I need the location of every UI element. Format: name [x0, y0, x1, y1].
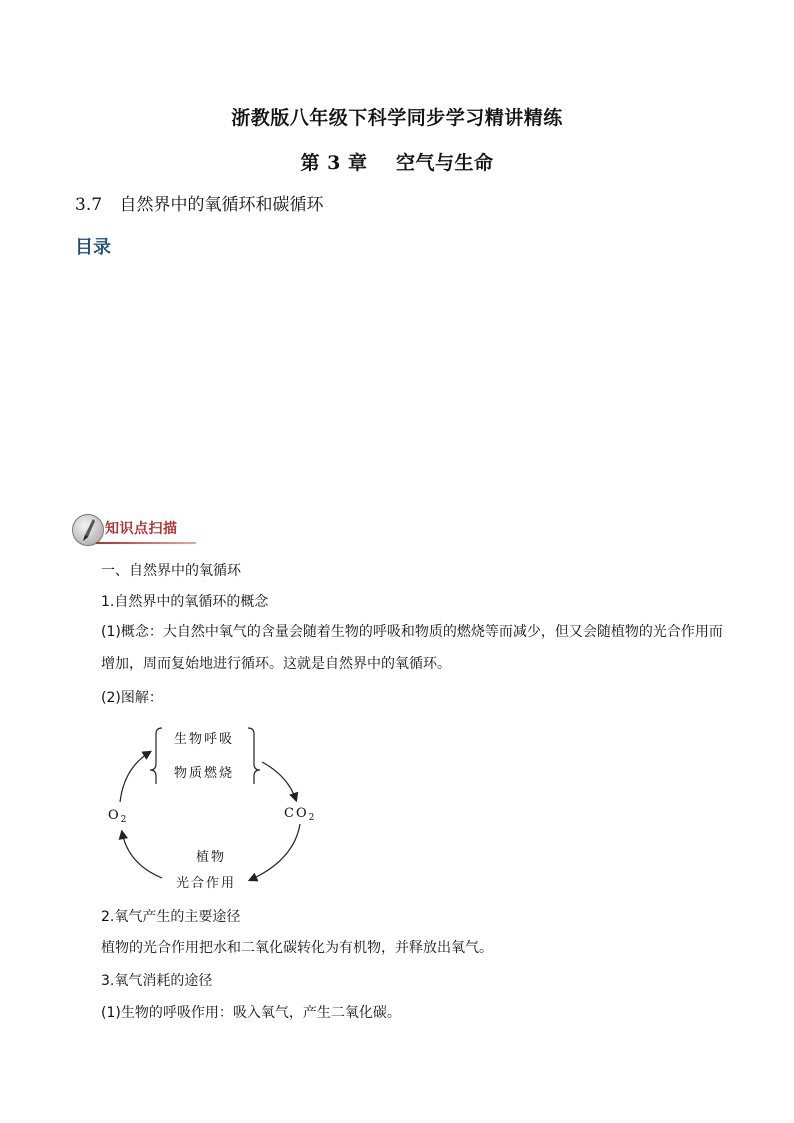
section-name: 自然界中的氧循环和碳循环 [119, 195, 324, 215]
badge-underline [96, 542, 196, 544]
chapter-title: 第 3 章 空气与生命 [300, 152, 494, 174]
section-title [75, 190, 323, 215]
subheading-production: 2.氧气产生的主要途径 [101, 909, 241, 925]
diagram-plants: 植物 [196, 850, 227, 865]
toc-heading: 目录 [75, 237, 111, 258]
oxygen-cycle-diagram [100, 720, 330, 900]
heading-oxygen-cycle: 一、自然界中的氧循环 [101, 563, 241, 579]
diagram-respiration: 生物呼吸 [174, 732, 235, 747]
concept-paragraph: (1)概念：大自然中氧气的含量会随着生物的呼吸和物质的燃烧等而减少，但又会随植物的光合作用而增加，周而复始地进行循环。这就是自然界中的氧循环。 [101, 624, 723, 672]
diagram-oxygen: $O_2$ [108, 808, 127, 825]
subheading-concept: 1.自然界中的氧循环的概念 [101, 594, 269, 610]
diagram-carbon-dioxide: $CO_2$ [284, 806, 315, 823]
subheading-consumption: 3.氧气消耗的途径 [101, 973, 213, 989]
diagram-combustion: 物质燃烧 [174, 766, 235, 781]
knowledge-scan-badge [72, 512, 197, 548]
diagram-photosynthesis: 光合作用 [176, 876, 237, 891]
document-title: 浙教版八年级下科学同步学习精讲精练 [231, 107, 563, 129]
consumption-paragraph: (1)生物的呼吸作用：吸入氧气，产生二氧化碳。 [101, 1005, 401, 1021]
badge-label: 知识点扫描 [105, 521, 178, 537]
production-paragraph: 植物的光合作用把水和二氧化碳转化为有机物，并释放出氧气。 [101, 940, 493, 956]
diagram-caption: (2)图解： [101, 690, 163, 706]
section-number: 3.7 [75, 195, 103, 215]
